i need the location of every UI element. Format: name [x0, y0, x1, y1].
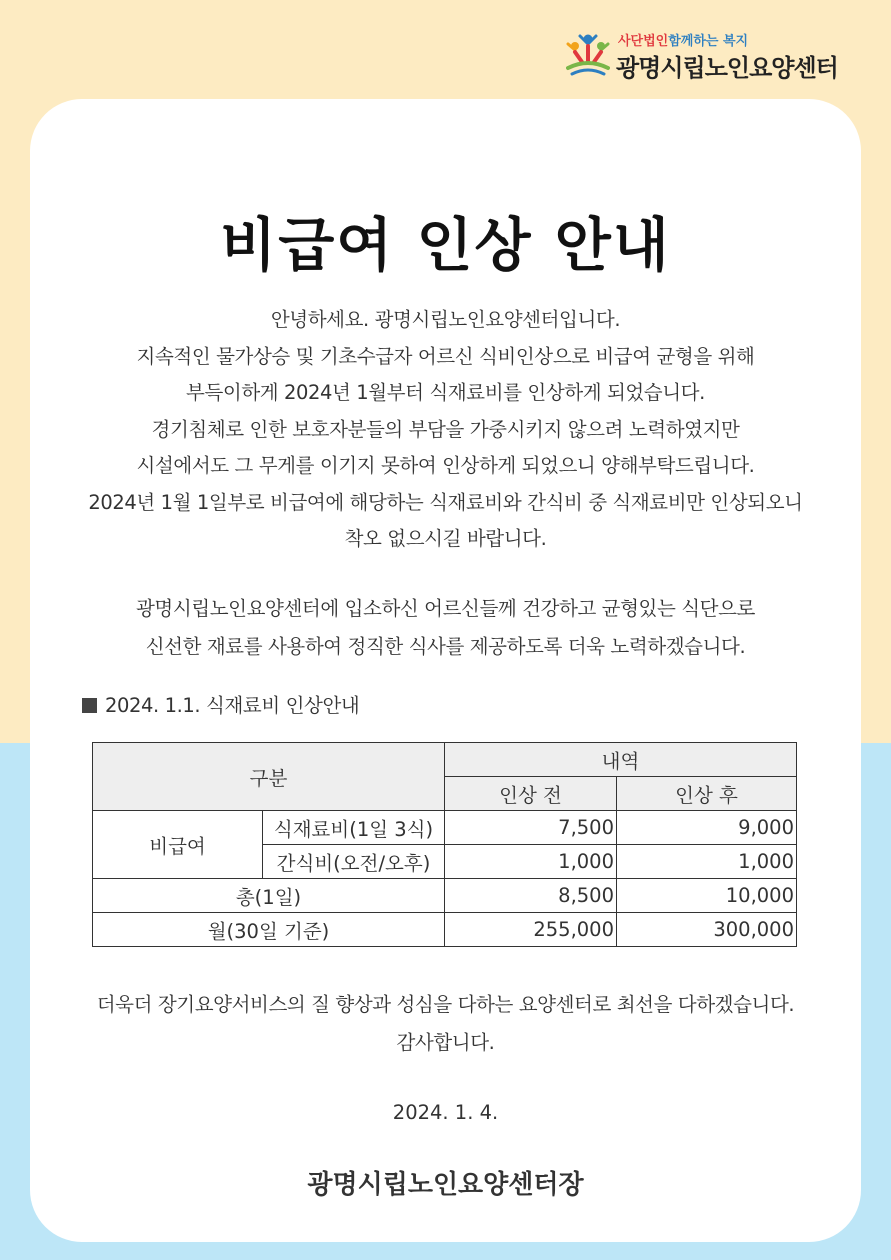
logo-organization-name: 광명시립노인요양센터 [616, 54, 838, 82]
notice-title: 비급여 인상 안내 [220, 211, 671, 279]
group-label: 비급여 [93, 811, 263, 879]
intro-line: 안녕하세요. 광명시립노인요양센터입니다. [270, 308, 621, 331]
header-details: 내역 [445, 743, 797, 777]
intro-line: 시설에서도 그 무게를 이기지 못하여 인상하게 되었으니 양해부탁드립니다. [136, 454, 755, 477]
monthly-total-before: 255,000 [445, 913, 617, 947]
row-before: 7,500 [445, 811, 617, 845]
table-row [93, 811, 797, 845]
intro-line: 2024년 1월 1일부로 비급여에 해당하는 식재료비와 간식비 중 식재료비만 인상되오니 [88, 490, 803, 514]
closing-line: 감사합니다. [396, 1031, 495, 1054]
intro-line: 지속적인 물가상승 및 기초수급자 어르신 식비인상으로 비급여 균형을 위해 [136, 344, 755, 368]
daily-total-before: 8,500 [445, 879, 617, 913]
monthly-total-after: 300,000 [617, 913, 797, 947]
row-after: 1,000 [617, 845, 797, 879]
commitment-paragraph [40, 590, 851, 665]
row-label: 간식비(오전/오후) [263, 845, 445, 879]
row-label: 식재료비(1일 3식) [263, 811, 445, 845]
intro-line: 경기침체로 인한 보호자분들의 부담을 가중시키지 않으려 노력하였지만 [151, 417, 740, 441]
row-after: 9,000 [617, 811, 797, 845]
row-before: 1,000 [445, 845, 617, 879]
table-header-row [93, 743, 797, 777]
header-after: 인상 후 [617, 777, 797, 811]
commitment-line: 광명시립노인요양센터에 입소하신 어르신들께 건강하고 균형있는 식단으로 [136, 597, 755, 620]
intro-line: 부득이하게 2024년 1월부터 식재료비를 인상하게 되었습니다. [186, 381, 705, 404]
fee-section-title: 2024. 1.1. 식재료비 인상안내 [82, 690, 359, 718]
fee-table [92, 742, 797, 947]
notice-date: 2024. 1. 4. [392, 1101, 499, 1124]
organization-logo [566, 30, 856, 82]
signer-name: 광명시립노인요양센터장 [307, 1170, 584, 1200]
closing-line: 더욱더 장기요양서비스의 질 향상과 성심을 다하는 요양센터로 최선을 다하겠습니다. [96, 993, 795, 1016]
square-bullet-icon [82, 698, 97, 713]
closing-paragraph [40, 986, 851, 1062]
header-category: 구분 [93, 743, 445, 811]
header-before: 인상 전 [445, 777, 617, 811]
monthly-total-label: 월(30일 기준) [93, 913, 445, 947]
logo-subtitle: 사단법인함께하는 복지 [618, 34, 749, 49]
daily-total-after: 10,000 [617, 879, 797, 913]
people-logo-icon [566, 32, 610, 78]
table-row [93, 879, 797, 913]
table-row [93, 913, 797, 947]
commitment-line: 신선한 재료를 사용하여 정직한 식사를 제공하도록 더욱 노력하겠습니다. [145, 634, 746, 658]
intro-paragraph [40, 302, 851, 558]
intro-line: 착오 없으시길 바랍니다. [344, 527, 547, 550]
daily-total-label: 총(1일) [93, 879, 445, 913]
